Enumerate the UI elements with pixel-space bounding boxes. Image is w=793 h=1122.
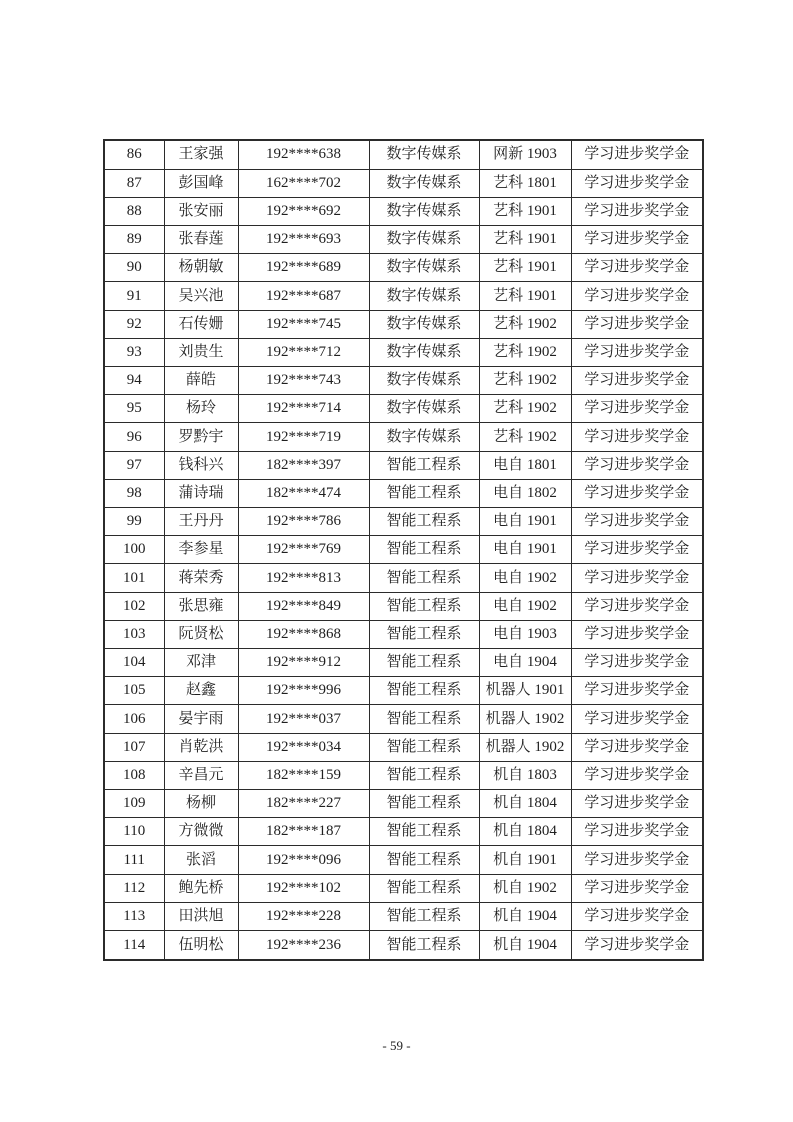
cell-department: 智能工程系: [369, 592, 479, 620]
cell-award: 学习进步奖学金: [571, 367, 703, 395]
cell-class: 机器人 1902: [479, 705, 571, 733]
cell-class: 机自 1904: [479, 902, 571, 930]
cell-class: 电自 1801: [479, 451, 571, 479]
cell-student_id: 192****693: [238, 226, 369, 254]
cell-index: 103: [104, 620, 164, 648]
cell-award: 学习进步奖学金: [571, 423, 703, 451]
cell-index: 95: [104, 395, 164, 423]
cell-student_id: 192****712: [238, 338, 369, 366]
scholarship-table-body: [104, 140, 703, 960]
cell-class: 机器人 1902: [479, 733, 571, 761]
cell-student_id: 192****769: [238, 536, 369, 564]
cell-student_id: 192****102: [238, 874, 369, 902]
scholarship-table: [103, 139, 704, 961]
cell-index: 88: [104, 197, 164, 225]
cell-name: 鲍先桥: [164, 874, 238, 902]
table-row: [104, 620, 703, 648]
cell-student_id: 192****786: [238, 508, 369, 536]
cell-student_id: 192****692: [238, 197, 369, 225]
table-row: [104, 423, 703, 451]
cell-department: 数字传媒系: [369, 197, 479, 225]
cell-class: 电自 1901: [479, 508, 571, 536]
cell-name: 罗黔宇: [164, 423, 238, 451]
cell-name: 赵鑫: [164, 677, 238, 705]
cell-index: 101: [104, 564, 164, 592]
cell-index: 96: [104, 423, 164, 451]
cell-name: 杨柳: [164, 790, 238, 818]
cell-award: 学习进步奖学金: [571, 620, 703, 648]
cell-index: 109: [104, 790, 164, 818]
cell-department: 智能工程系: [369, 536, 479, 564]
cell-name: 张滔: [164, 846, 238, 874]
cell-award: 学习进步奖学金: [571, 705, 703, 733]
cell-student_id: 192****719: [238, 423, 369, 451]
cell-name: 张思雍: [164, 592, 238, 620]
cell-name: 彭国峰: [164, 169, 238, 197]
cell-index: 100: [104, 536, 164, 564]
cell-department: 数字传媒系: [369, 310, 479, 338]
cell-award: 学习进步奖学金: [571, 818, 703, 846]
cell-department: 智能工程系: [369, 649, 479, 677]
cell-award: 学习进步奖学金: [571, 338, 703, 366]
cell-student_id: 162****702: [238, 169, 369, 197]
table-row: [104, 592, 703, 620]
cell-class: 机自 1803: [479, 761, 571, 789]
cell-index: 105: [104, 677, 164, 705]
cell-student_id: 182****227: [238, 790, 369, 818]
cell-department: 数字传媒系: [369, 367, 479, 395]
cell-index: 104: [104, 649, 164, 677]
cell-class: 机自 1901: [479, 846, 571, 874]
cell-class: 艺科 1901: [479, 226, 571, 254]
cell-class: 机器人 1901: [479, 677, 571, 705]
table-row: [104, 395, 703, 423]
cell-index: 86: [104, 140, 164, 169]
cell-award: 学习进步奖学金: [571, 592, 703, 620]
cell-department: 智能工程系: [369, 761, 479, 789]
cell-student_id: 192****236: [238, 931, 369, 960]
cell-index: 111: [104, 846, 164, 874]
table-row: [104, 874, 703, 902]
cell-award: 学习进步奖学金: [571, 282, 703, 310]
cell-award: 学习进步奖学金: [571, 733, 703, 761]
table-row: [104, 818, 703, 846]
cell-index: 106: [104, 705, 164, 733]
cell-class: 电自 1902: [479, 564, 571, 592]
cell-department: 数字传媒系: [369, 282, 479, 310]
table-row: [104, 197, 703, 225]
cell-index: 94: [104, 367, 164, 395]
cell-index: 114: [104, 931, 164, 960]
cell-class: 艺科 1801: [479, 169, 571, 197]
table-row: [104, 846, 703, 874]
table-row: [104, 649, 703, 677]
cell-student_id: 192****228: [238, 902, 369, 930]
table-row: [104, 479, 703, 507]
table-row: [104, 254, 703, 282]
cell-index: 89: [104, 226, 164, 254]
cell-name: 李参星: [164, 536, 238, 564]
cell-student_id: 192****849: [238, 592, 369, 620]
cell-student_id: 192****868: [238, 620, 369, 648]
cell-award: 学习进步奖学金: [571, 508, 703, 536]
cell-student_id: 192****638: [238, 140, 369, 169]
cell-student_id: 192****037: [238, 705, 369, 733]
cell-name: 石传姗: [164, 310, 238, 338]
cell-name: 伍明松: [164, 931, 238, 960]
cell-award: 学习进步奖学金: [571, 677, 703, 705]
cell-index: 98: [104, 479, 164, 507]
cell-class: 艺科 1901: [479, 254, 571, 282]
cell-index: 93: [104, 338, 164, 366]
cell-department: 智能工程系: [369, 620, 479, 648]
cell-department: 数字传媒系: [369, 423, 479, 451]
table-row: [104, 508, 703, 536]
cell-name: 王丹丹: [164, 508, 238, 536]
cell-index: 110: [104, 818, 164, 846]
cell-department: 数字传媒系: [369, 254, 479, 282]
cell-award: 学习进步奖学金: [571, 902, 703, 930]
cell-index: 107: [104, 733, 164, 761]
cell-award: 学习进步奖学金: [571, 169, 703, 197]
cell-class: 电自 1901: [479, 536, 571, 564]
cell-student_id: 192****912: [238, 649, 369, 677]
cell-student_id: 192****034: [238, 733, 369, 761]
cell-class: 艺科 1902: [479, 367, 571, 395]
cell-index: 97: [104, 451, 164, 479]
cell-name: 田洪旭: [164, 902, 238, 930]
cell-department: 智能工程系: [369, 564, 479, 592]
cell-department: 数字传媒系: [369, 395, 479, 423]
cell-department: 智能工程系: [369, 733, 479, 761]
cell-department: 智能工程系: [369, 846, 479, 874]
cell-name: 钱科兴: [164, 451, 238, 479]
cell-name: 肖乾洪: [164, 733, 238, 761]
cell-class: 电自 1904: [479, 649, 571, 677]
cell-award: 学习进步奖学金: [571, 310, 703, 338]
cell-department: 数字传媒系: [369, 140, 479, 169]
table-row: [104, 451, 703, 479]
table-row: [104, 761, 703, 789]
cell-award: 学习进步奖学金: [571, 536, 703, 564]
table-row: [104, 140, 703, 169]
table-row: [104, 536, 703, 564]
cell-department: 智能工程系: [369, 677, 479, 705]
cell-student_id: 192****743: [238, 367, 369, 395]
cell-student_id: 192****689: [238, 254, 369, 282]
cell-award: 学习进步奖学金: [571, 226, 703, 254]
cell-index: 99: [104, 508, 164, 536]
cell-award: 学习进步奖学金: [571, 790, 703, 818]
cell-class: 电自 1802: [479, 479, 571, 507]
cell-student_id: 192****745: [238, 310, 369, 338]
cell-class: 机自 1804: [479, 790, 571, 818]
cell-student_id: 182****397: [238, 451, 369, 479]
table-row: [104, 931, 703, 960]
cell-department: 数字传媒系: [369, 338, 479, 366]
cell-class: 电自 1903: [479, 620, 571, 648]
cell-department: 智能工程系: [369, 931, 479, 960]
table-row: [104, 677, 703, 705]
cell-class: 电自 1902: [479, 592, 571, 620]
table-row: [104, 226, 703, 254]
cell-index: 108: [104, 761, 164, 789]
cell-index: 87: [104, 169, 164, 197]
cell-department: 智能工程系: [369, 479, 479, 507]
cell-name: 张春莲: [164, 226, 238, 254]
cell-award: 学习进步奖学金: [571, 874, 703, 902]
cell-name: 张安丽: [164, 197, 238, 225]
cell-student_id: 192****813: [238, 564, 369, 592]
cell-student_id: 192****687: [238, 282, 369, 310]
cell-index: 113: [104, 902, 164, 930]
cell-name: 蒲诗瑞: [164, 479, 238, 507]
cell-name: 杨玲: [164, 395, 238, 423]
cell-name: 吴兴池: [164, 282, 238, 310]
cell-award: 学习进步奖学金: [571, 395, 703, 423]
cell-award: 学习进步奖学金: [571, 451, 703, 479]
cell-class: 艺科 1902: [479, 423, 571, 451]
cell-department: 智能工程系: [369, 790, 479, 818]
cell-student_id: 182****187: [238, 818, 369, 846]
cell-name: 杨朝敏: [164, 254, 238, 282]
cell-class: 艺科 1902: [479, 395, 571, 423]
cell-award: 学习进步奖学金: [571, 564, 703, 592]
cell-class: 机自 1902: [479, 874, 571, 902]
table-row: [104, 282, 703, 310]
cell-department: 智能工程系: [369, 451, 479, 479]
table-row: [104, 169, 703, 197]
cell-name: 蒋荣秀: [164, 564, 238, 592]
cell-index: 91: [104, 282, 164, 310]
cell-award: 学习进步奖学金: [571, 761, 703, 789]
cell-award: 学习进步奖学金: [571, 846, 703, 874]
cell-student_id: 182****159: [238, 761, 369, 789]
cell-student_id: 192****714: [238, 395, 369, 423]
cell-class: 艺科 1901: [479, 197, 571, 225]
table-row: [104, 790, 703, 818]
cell-class: 机自 1804: [479, 818, 571, 846]
cell-department: 智能工程系: [369, 818, 479, 846]
cell-award: 学习进步奖学金: [571, 479, 703, 507]
table-row: [104, 338, 703, 366]
cell-department: 智能工程系: [369, 705, 479, 733]
cell-name: 辛昌元: [164, 761, 238, 789]
table-row: [104, 564, 703, 592]
cell-index: 102: [104, 592, 164, 620]
cell-department: 数字传媒系: [369, 226, 479, 254]
cell-name: 薛皓: [164, 367, 238, 395]
cell-award: 学习进步奖学金: [571, 649, 703, 677]
table-row: [104, 310, 703, 338]
cell-name: 刘贵生: [164, 338, 238, 366]
page-number: - 59 -: [382, 1038, 411, 1053]
table-row: [104, 367, 703, 395]
table-row: [104, 705, 703, 733]
cell-department: 智能工程系: [369, 508, 479, 536]
cell-award: 学习进步奖学金: [571, 931, 703, 960]
cell-index: 92: [104, 310, 164, 338]
cell-class: 艺科 1901: [479, 282, 571, 310]
cell-index: 112: [104, 874, 164, 902]
cell-class: 艺科 1902: [479, 338, 571, 366]
cell-award: 学习进步奖学金: [571, 140, 703, 169]
cell-department: 智能工程系: [369, 874, 479, 902]
cell-index: 90: [104, 254, 164, 282]
cell-name: 阮贤松: [164, 620, 238, 648]
cell-award: 学习进步奖学金: [571, 254, 703, 282]
cell-award: 学习进步奖学金: [571, 197, 703, 225]
cell-class: 机自 1904: [479, 931, 571, 960]
cell-name: 晏宇雨: [164, 705, 238, 733]
cell-student_id: 192****096: [238, 846, 369, 874]
cell-name: 方微微: [164, 818, 238, 846]
cell-name: 王家强: [164, 140, 238, 169]
cell-student_id: 182****474: [238, 479, 369, 507]
cell-name: 邓津: [164, 649, 238, 677]
cell-department: 智能工程系: [369, 902, 479, 930]
cell-class: 网新 1903: [479, 140, 571, 169]
table-row: [104, 733, 703, 761]
cell-department: 数字传媒系: [369, 169, 479, 197]
cell-student_id: 192****996: [238, 677, 369, 705]
table-row: [104, 902, 703, 930]
cell-class: 艺科 1902: [479, 310, 571, 338]
